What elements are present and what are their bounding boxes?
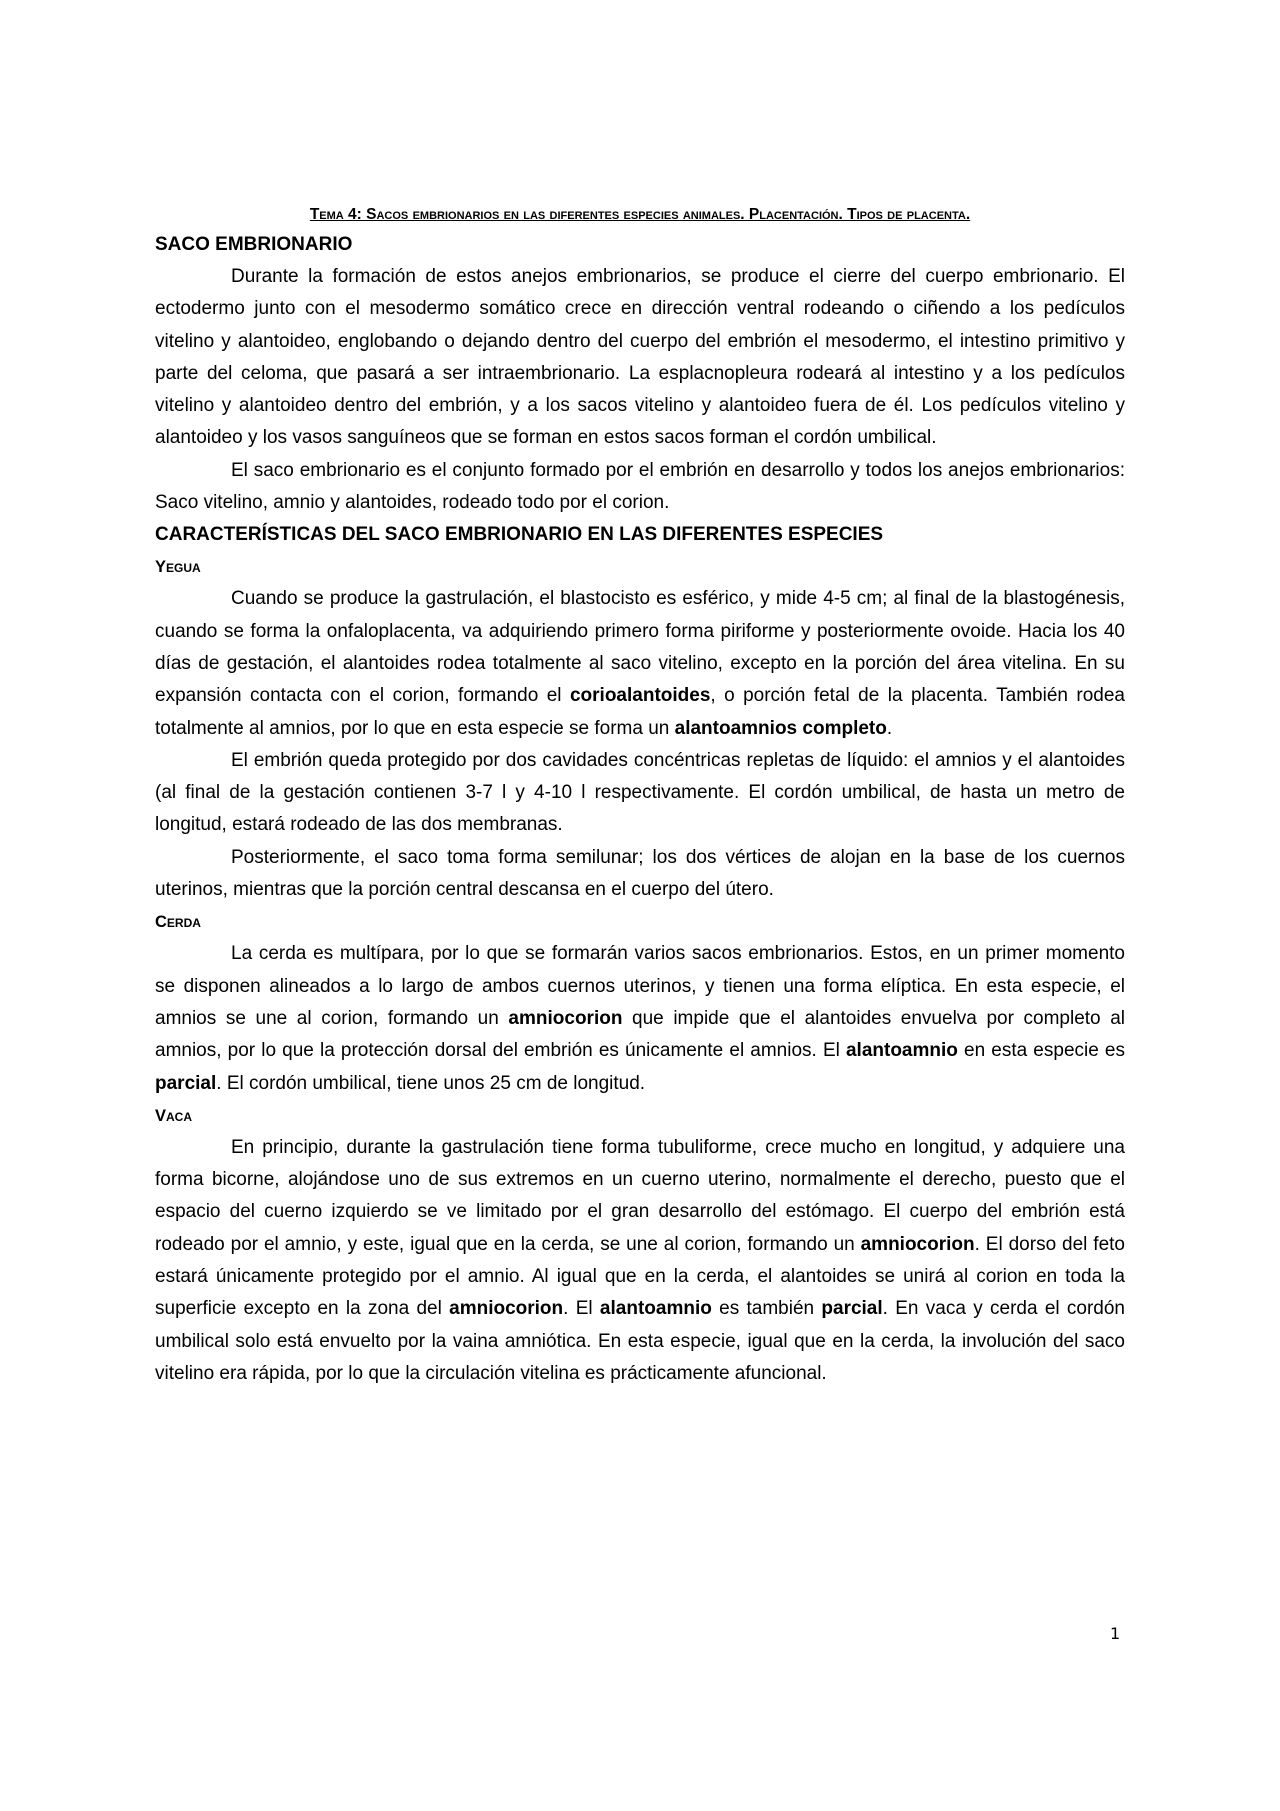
term-amniocorion: amniocorion [860,1233,975,1255]
term-alantoamnios-completo: alantoamnios completo [674,717,887,739]
document-page [155,199,1125,1390]
paragraph-yegua-2: El embrión queda protegido por dos cavidades concéntricas repletas de líquido: el amnios y el alantoides (al final de la gestación contienen 3-7 l y 4-10 l respectivamente. El cordón umbilical, de hasta un metro de longitud, estará rodeado de las dos membranas. [155,749,1125,836]
text-run: , o porción fetal de la placenta. También rodea totalmente al amnios, por lo que en esta especie se forma un [155,685,1125,739]
text-run: En principio, durante la gastrulación tiene forma tubuliforme, crece mucho en longitud, y adquiere una forma bicorne, alojándose uno de sus extremos en un cuerno uterino, normalmente el derecho, puesto que el espacio del cuerno izquierdo se ve limitado por el gran desarrollo del estómago. El cuerpo del embrión está rodeado por el amnio, y este, igual que en la cerda, se une al corion, formando un [155,1136,1125,1255]
text-run: es también [711,1298,822,1320]
paragraph-saco-2: El saco embrionario es el conjunto formado por el embrión en desarrollo y todos los anejos embrionarios: Saco vitelino, amnio y alantoides, rodeado todo por el corion. [155,459,1125,514]
paragraph-yegua-1 [155,583,1125,744]
heading-cerda: Cerda [155,913,201,932]
paragraph-cerda-1 [155,938,1125,1099]
heading-saco-embrionario: SACO EMBRIONARIO [155,234,353,255]
term-parcial: parcial [821,1298,883,1320]
term-parcial: parcial [155,1072,217,1094]
heading-yegua: Yegua [155,558,201,577]
document-title: Tema 4: Sacos embrionarios en las diferentes especies animales. Placentación. Tipos de placenta. [309,206,971,223]
term-alantoamnio: alantoamnio [845,1040,958,1062]
term-corioalantoides: corioalantoides [569,685,711,707]
text-run: Cuando se produce la gastrulación, el blastocisto es esférico, y mide 4-5 cm; al final de la blastogénesis, cuando se forma la onfaloplacenta, va adquiriendo primero forma piriforme y posteriormente ovoide. Hacia los 40 días de gestación, el alantoides rodea totalmente al saco vitelino, excepto en la porción del área vitelina. En su expansión contacta con el corion, formando el [155,588,1125,707]
paragraph-yegua-3: Posteriormente, el saco toma forma semilunar; los dos vértices de alojan en la base de los cuernos uterinos, mientras que la porción central descansa en el cuerpo del útero. [155,846,1125,901]
text-run: . [886,717,893,739]
text-run: . El [563,1298,600,1320]
term-amniocorion: amniocorion [449,1298,564,1320]
heading-caracteristicas: CARACTERÍSTICAS DEL SACO EMBRIONARIO EN LAS DIFERENTES ESPECIES [155,524,884,546]
heading-vaca: Vaca [155,1106,193,1125]
text-run: . El cordón umbilical, tiene unos 25 cm de longitud. [216,1072,646,1094]
text-run: La cerda es multípara, por lo que se formarán varios sacos embrionarios. Estos, en un primer momento se disponen alineados a lo largo de ambos cuernos uterinos, y tienen una forma elíptica. En esta especie, el amnios se une al corion, formando un [155,943,1125,1029]
paragraph-vaca-1 [155,1132,1125,1390]
paragraph-saco-1: Durante la formación de estos anejos embrionarios, se produce el cierre del cuerpo embrionario. El ectodermo junto con el mesodermo somático crece en dirección ventral rodeando o ciñendo a los pedículos vitelino y alantoideo, englobando o dejando dentro del cuerpo del embrión el mesodermo, el intestino primitivo y parte del celoma, que pasará a ser intraembrionario. La esplacnopleura rodeará al intestino y a los pedículos vitelino y alantoideo dentro del embrión, y a los sacos vitelino y alantoideo fuera de él. Los pedículos vitelino y alantoideo y los vasos sanguíneos que se forman en estos sacos forman el cordón umbilical. [155,266,1125,449]
page-number: 1 [1110,1624,1121,1643]
term-amniocorion: amniocorion [508,1007,623,1029]
text-run: . En vaca y cerda el cordón umbilical solo está envuelto por la vaina amniótica. En esta especie, igual que en la cerda, la involución del saco vitelino era rápida, por lo que la circulación vitelina es prácticamente afuncional. [155,1298,1126,1384]
text-run: que impide que el alantoides envuelva por completo al amnios, por lo que la protección dorsal del embrión es únicamente el amnios. El [155,1007,1125,1062]
text-run: . El dorso del feto estará únicamente protegido por el amnio. Al igual que en la cerda, el alantoides se unirá al corion en toda la superficie excepto en la zona del [155,1233,1125,1320]
text-run: en esta especie es [957,1040,1125,1062]
term-alantoamnio: alantoamnio [599,1298,712,1320]
